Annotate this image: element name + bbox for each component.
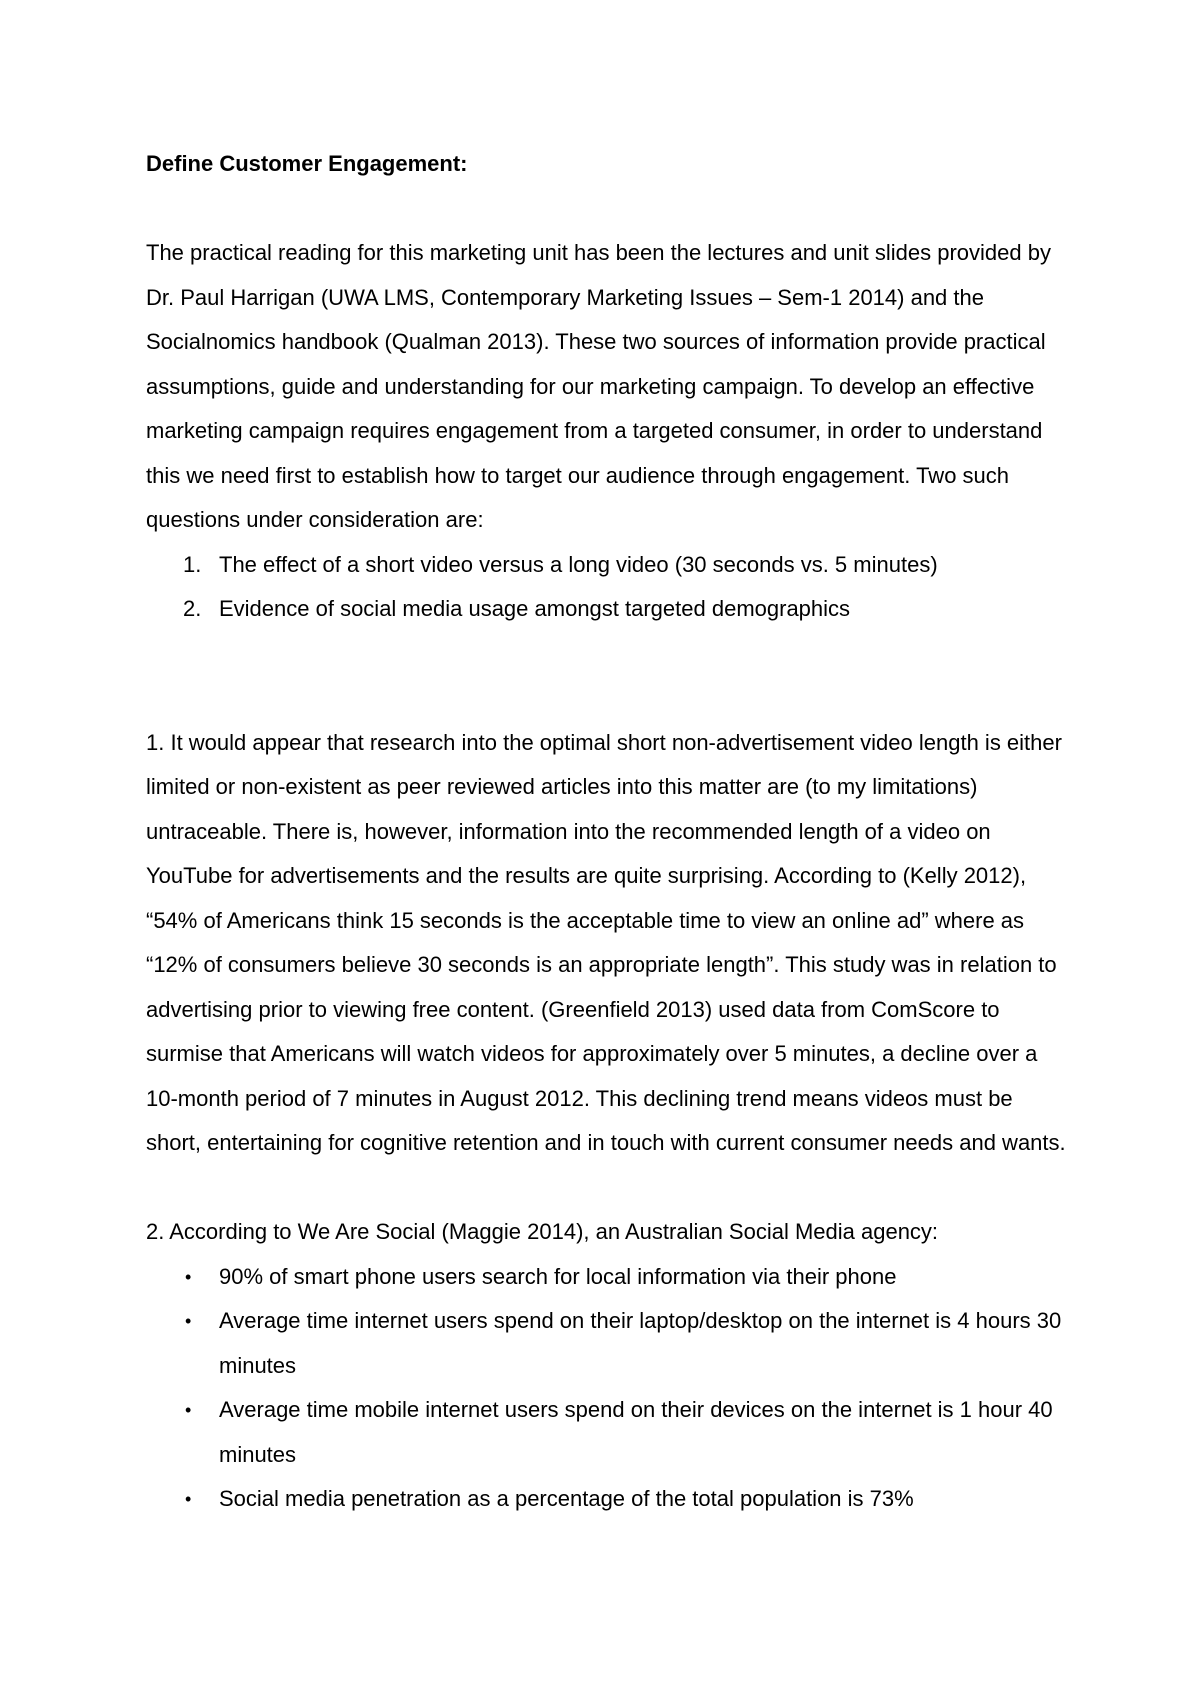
- document-heading: Define Customer Engagement:: [146, 151, 468, 176]
- questions-list: [146, 543, 1066, 632]
- bullet-icon: •: [185, 1311, 192, 1331]
- spacer: [146, 187, 1066, 232]
- list-item-text: Evidence of social media usage amongst targeted demographics: [219, 596, 851, 621]
- bullet-icon: •: [185, 1266, 192, 1287]
- bullet-icon: •: [185, 1400, 192, 1420]
- list-item-text: Average time mobile internet users spend on their devices on the internet is 1 hour 40 minutes: [219, 1397, 1053, 1467]
- list-item-text: Average time internet users spend on their laptop/desktop on the internet is 4 hours 30 minutes: [219, 1308, 1062, 1378]
- list-item: [146, 1388, 1066, 1477]
- list-item: [146, 1299, 1066, 1388]
- list-number: 2.: [183, 596, 202, 621]
- document-page: [146, 142, 1066, 1522]
- answer-2-intro: 2. According to We Are Social (Maggie 2014), an Australian Social Media agency:: [146, 1219, 939, 1244]
- answer-1-paragraph: 1. It would appear that research into the optimal short non-advertisement video length is either limited or non-existent as peer reviewed articles into this matter are (to my limitations) untraceable. There is, however, information into the recommended length of a video on YouTube for advertisements and the results are quite surprising. According to (Kelly 2012), “54% of Americans think 15 seconds is the acceptable time to view an online ad” where as “12% of consumers believe 30 seconds is an appropriate length”. This study was in relation to advertising prior to viewing free content. (Greenfield 2013) used data from ComScore to surmise that Americans will watch videos for approximately over 5 minutes, a decline over a 10-month period of 7 minutes in August 2012. This declining trend means videos must be short, entertaining for cognitive retention and in touch with current consumer needs and wants.: [146, 729, 1066, 1155]
- list-item-text: 90% of smart phone users search for local information via their phone: [219, 1263, 897, 1289]
- list-item-text: Social media penetration as a percentage of the total population is 73%: [219, 1486, 914, 1511]
- list-item: [146, 1255, 1066, 1300]
- list-item: [146, 543, 1066, 588]
- list-item: [146, 1477, 1066, 1522]
- spacer: [146, 632, 1066, 721]
- list-number: 1.: [183, 551, 202, 577]
- intro-paragraph: The practical reading for this marketing unit has been the lectures and unit slides provided by Dr. Paul Harrigan (UWA LMS, Contemporary Marketing Issues – Sem-1 2014) and the Socialnomics handbook (Qualman 2013). These two sources of information provide practical assumptions, guide and understanding for our marketing campaign. To develop an effective marketing campaign requires engagement from a targeted consumer, in order to understand this we need first to establish how to target our audience through engagement. Two such questions under consideration are:: [146, 240, 1051, 532]
- spacer: [146, 1166, 1066, 1211]
- stats-list: [146, 1255, 1066, 1522]
- bullet-icon: •: [185, 1489, 192, 1509]
- list-item-text: The effect of a short video versus a long video (30 seconds vs. 5 minutes): [219, 551, 938, 577]
- list-item: [146, 587, 1066, 632]
